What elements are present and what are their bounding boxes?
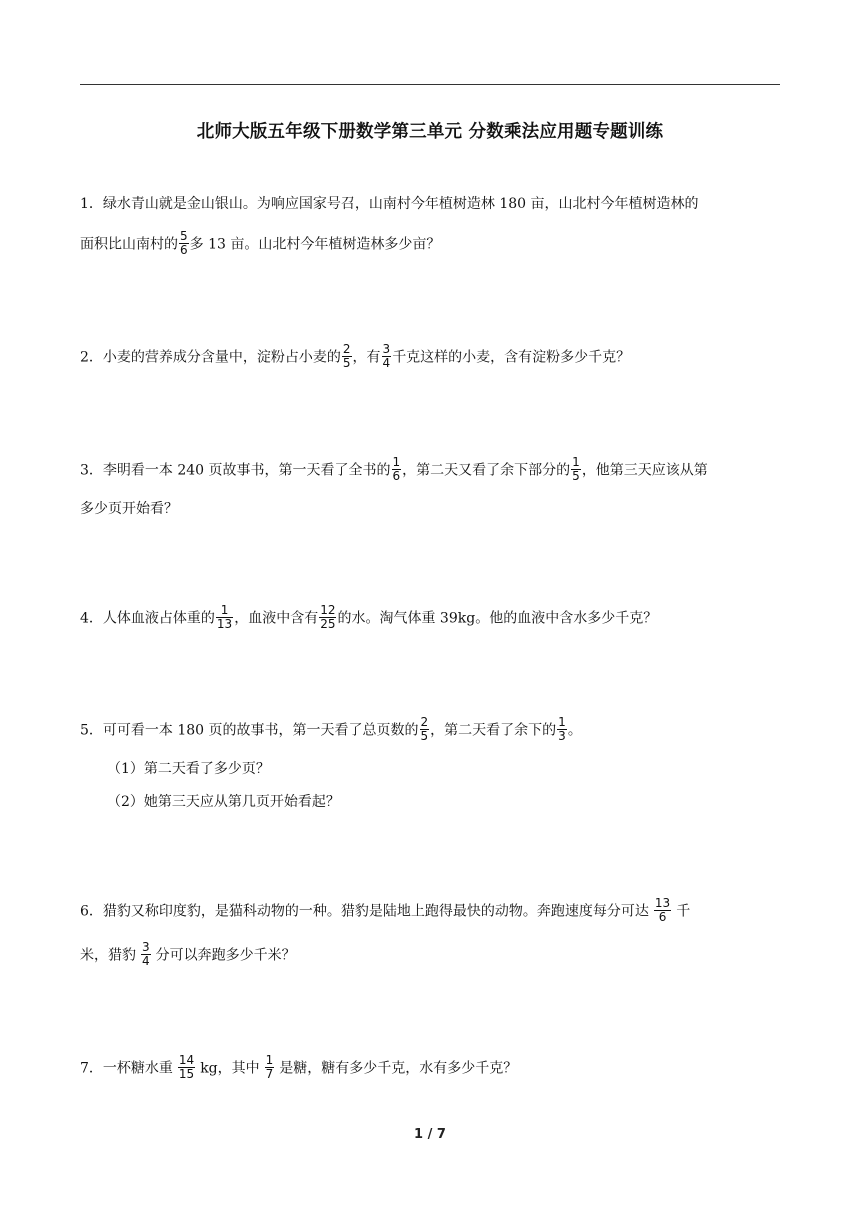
page-title: 北师大版五年级下册数学第三单元 分数乘法应用题专题训练 [196,122,664,142]
question-2-text-c: 千克这样的小麦，含有淀粉多少千克？ [392,349,631,366]
question-1-line-2 [80,231,440,258]
question-5-text: 5．可可看一本 180 页的故事书，第一天看了总页数的 [80,722,419,739]
question-3-line-2 [80,497,178,521]
question-1-line-1 [80,192,699,216]
question-5-text-b: ，第二天看了余下的 [430,722,557,739]
question-4-line-1 [80,605,657,632]
question-5-text-c: 。 [567,722,582,739]
question-3-line-1 [80,457,708,484]
question-1-text-c: 多 13 亩。山北村今年植树造林多少亩？ [189,236,441,253]
fraction: $\frac{5}{6}$ [180,229,188,257]
fraction: $\frac{14}{15}$ [178,1053,195,1081]
fraction: $\frac{1}{13}$ [216,603,233,631]
fraction: $\frac{3}{4}$ [142,940,150,968]
question-6-text-d: 分可以奔跑多少千米？ [155,947,296,964]
fraction: $\frac{2}{5}$ [420,715,429,743]
page-number: 1 / 7 [414,1127,446,1142]
header-rule [80,84,780,85]
question-4-text-b: ，血液中含有 [234,610,319,627]
fraction: $\frac{1}{3}$ [558,715,566,743]
question-4-text-c: 的水。淘气体重 39kg。他的血液中含水多少千克？ [337,610,658,627]
question-3-text-c: ，他第三天应该从第 [581,462,708,479]
question-2-line-1 [80,344,630,371]
fraction: $\frac{12}{25}$ [320,603,336,631]
fraction: $\frac{2}{5}$ [342,342,351,370]
question-6-text-c: 米，猎豹 [80,947,136,964]
question-3-text-d: 多少页开始看？ [80,501,178,517]
question-4-text: 4．人体血液占体重的 [80,610,215,627]
fraction: $\frac{3}{4}$ [382,342,391,370]
question-3-text: 3．李明看一本 240 页故事书，第一天看了全书的 [80,462,391,479]
question-2-text: 2．小麦的营养成分含量中，淀粉占小麦的 [80,349,341,366]
question-5-sub-2: （2）她第三天应从第几页开始看起？ [107,794,340,810]
fraction: $\frac{1}{6}$ [392,455,401,483]
question-6-line-1 [80,898,780,925]
question-7-text: 7．一杯糖水重 [80,1060,173,1077]
question-1-text: 1．绿水青山就是金山银山。为响应国家号召，山南村今年植树造林 180 亩，山北村今年植树造林的 [80,196,699,212]
fraction: $\frac{1}{5}$ [572,455,580,483]
question-6-text-b: 千 [676,903,691,920]
question-7-text-b: kg，其中 [200,1060,260,1077]
question-6-line-2 [80,942,296,969]
question-6-text: 6．猎豹又称印度豹，是猫科动物的一种。猎豹是陆地上跑得最快的动物。奔跑速度每分可达 [80,903,649,920]
question-1-text-b: 面积比山南村的 [80,236,178,253]
question-5-line-1 [80,717,582,744]
fraction: $\frac{1}{7}$ [265,1053,274,1081]
fraction: $\frac{13}{6}$ [654,896,671,924]
question-2-text-b: ，有 [352,349,381,366]
question-3-text-b: ，第二天又看了余下部分的 [402,462,571,479]
question-7-line-1 [80,1055,517,1082]
question-7-text-c: 是糖，糖有多少千克，水有多少千克？ [279,1060,518,1077]
question-5-sub-1: （1）第二天看了多少页？ [107,761,270,777]
